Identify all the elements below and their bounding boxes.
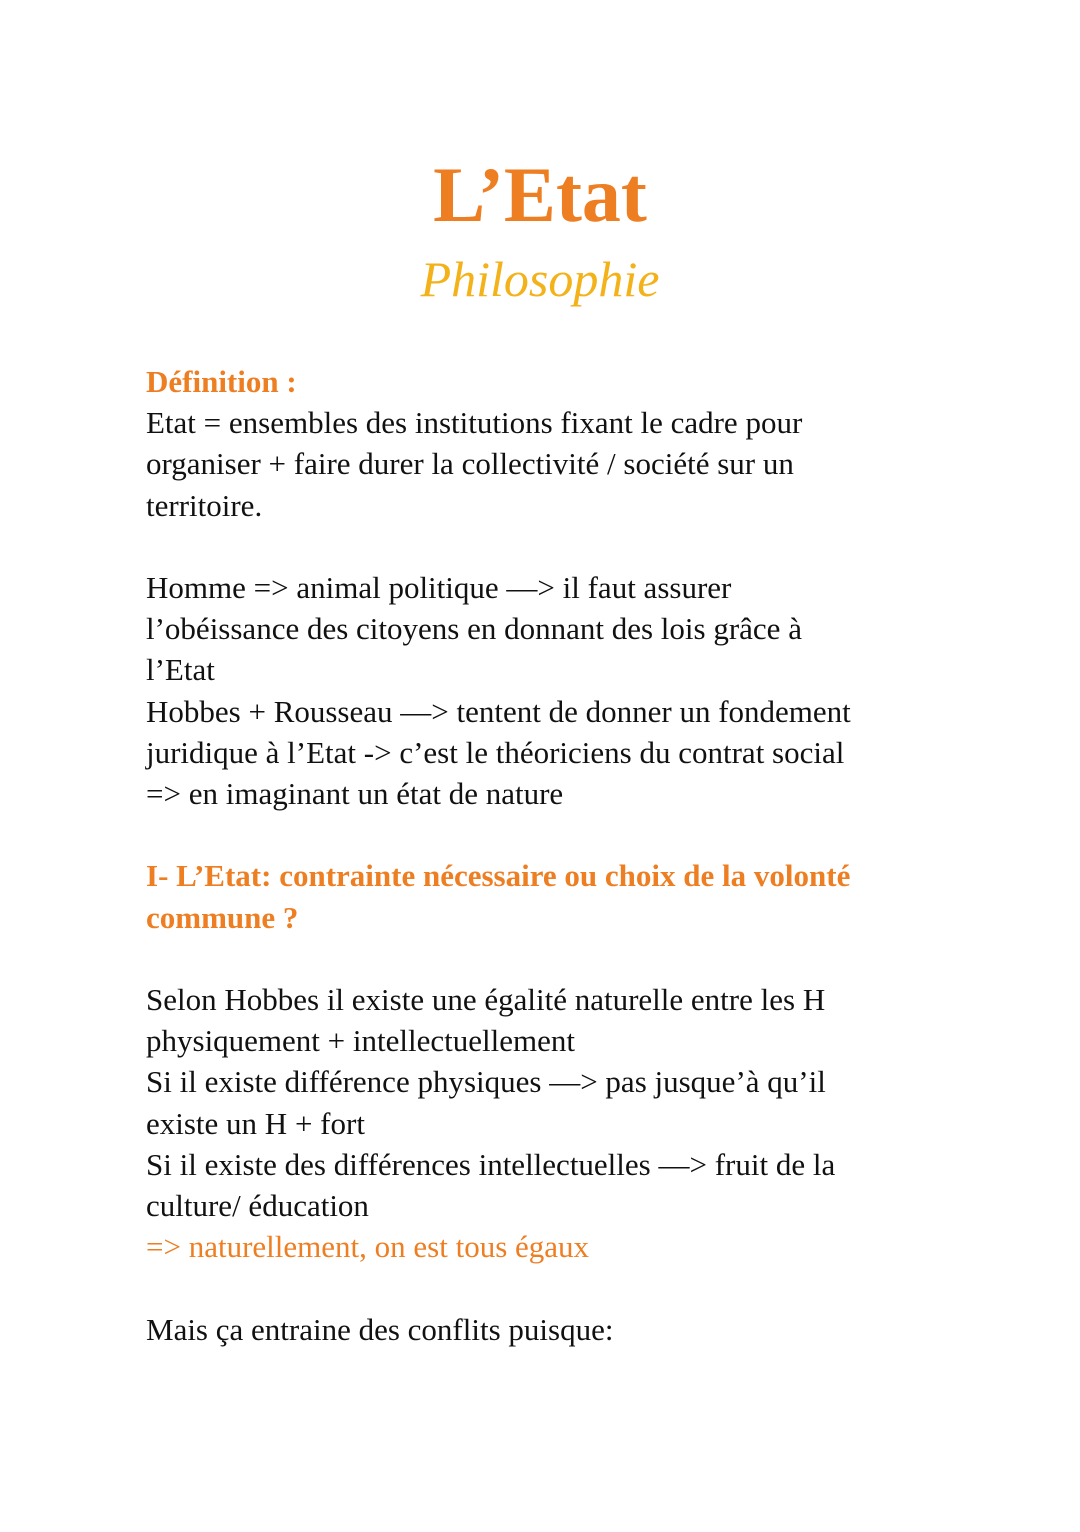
intro-line: Hobbes + Rousseau —> tentent de donner un fondement	[146, 693, 851, 729]
paragraph-gap	[146, 938, 936, 979]
page-title: L’Etat	[433, 151, 647, 238]
section-line: existe un H + fort	[146, 1105, 365, 1141]
paragraph-gap	[146, 1267, 936, 1308]
section-heading: I- L’Etat: contrainte nécessaire ou choix de la volonté	[146, 858, 851, 894]
definition-heading: Définition :	[146, 364, 297, 399]
section-line: Si il existe des différences intellectuelles —> fruit de la	[146, 1146, 836, 1182]
intro-line: => en imaginant un état de nature	[146, 776, 564, 812]
intro-line: juridique à l’Etat -> c’est le théoriciens du contrat social	[146, 734, 845, 770]
section-line: Si il existe différence physiques —> pas jusque’à qu’il	[146, 1064, 826, 1100]
intro-line: l’obéissance des citoyens en donnant des lois grâce à	[146, 611, 802, 647]
document-body	[146, 361, 936, 1350]
section-line: physiquement + intellectuellement	[146, 1023, 575, 1059]
intro-line: l’Etat	[146, 652, 215, 688]
section-heading: commune ?	[146, 899, 299, 935]
page-subtitle: Philosophie	[420, 251, 660, 307]
definition-line: Etat = ensembles des institutions fixant le cadre pour	[146, 405, 803, 441]
paragraph-gap	[146, 526, 936, 567]
section-conclusion: => naturellement, on est tous égaux	[146, 1229, 590, 1265]
section-continuation: Mais ça entraine des conflits puisque:	[146, 1311, 614, 1347]
section-line: culture/ éducation	[146, 1188, 369, 1224]
definition-line: territoire.	[146, 487, 263, 523]
section-line: Selon Hobbes il existe une égalité naturelle entre les H	[146, 982, 826, 1017]
intro-line: Homme => animal politique —> il faut assurer	[146, 570, 732, 605]
definition-line: organiser + faire durer la collectivité / société sur un	[146, 446, 794, 482]
paragraph-gap	[146, 814, 936, 855]
